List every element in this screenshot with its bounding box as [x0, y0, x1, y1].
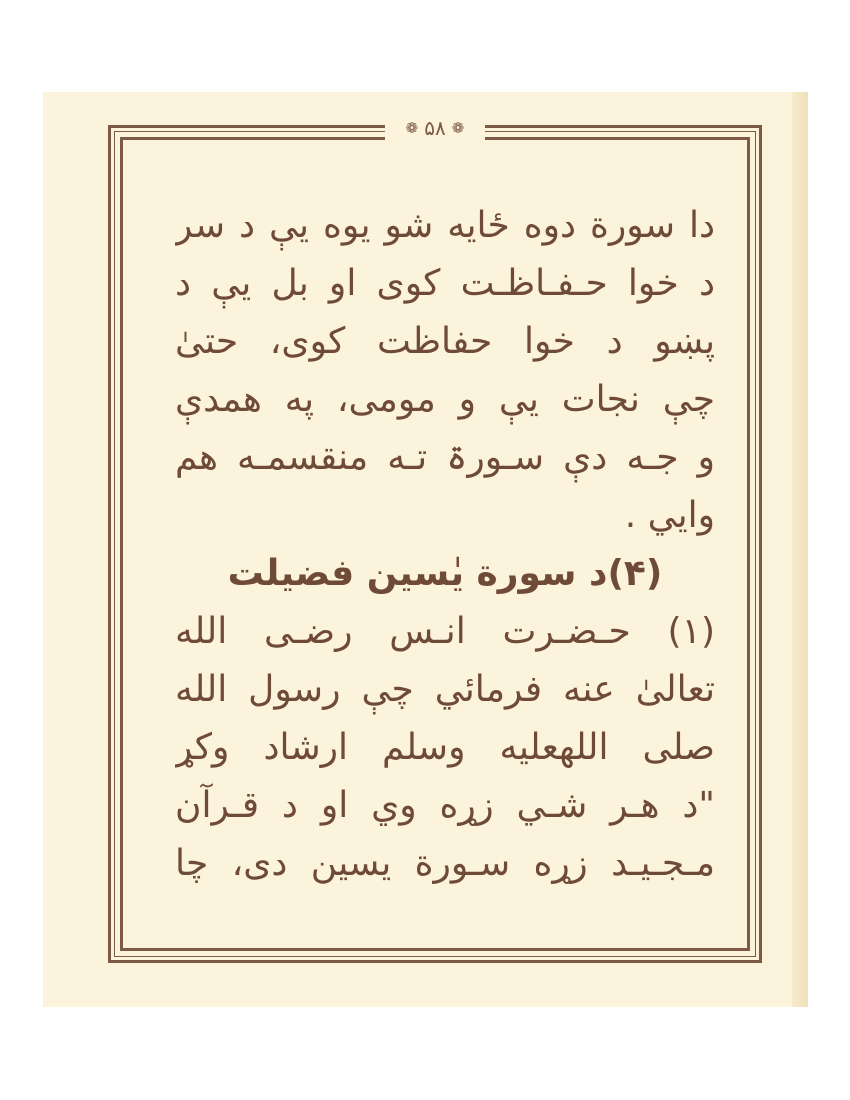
paragraph-line: وایي . — [624, 495, 715, 536]
paragraph-line: چې نجات یې و مومی، په همدې — [175, 379, 715, 420]
hadith-line: "د هـر شـي زړه وي او د قـرآن — [175, 785, 715, 826]
ornament-right-icon: ❁ — [451, 118, 465, 137]
page-number-value: ۵۸ — [424, 116, 446, 140]
page-edge-shadow — [792, 92, 808, 1007]
hadith-line: (۱) حـضـرت انـس رضـی الله — [175, 611, 715, 652]
paragraph-line: و جـه دې سـورۃ تـه منقسمـه هم — [175, 437, 715, 478]
section-heading: (۴)د سورة یٰسین فضیلت — [227, 553, 663, 594]
hadith-line: صلی اللهعلیه وسلم ارشاد وکړ — [175, 727, 715, 768]
paragraph-line: د خوا حـفـاظـت کوی او بل یې د — [175, 263, 715, 304]
paragraph-line: دا سورة دوه ځایه شو یوه یې د سر — [175, 205, 715, 246]
hadith-line: مـجـیـد زړه سـورة یسین دی، چا — [175, 843, 715, 884]
page-number — [385, 113, 485, 143]
hadith-line: تعالیٰ عنه فرمائي چې رسول الله — [175, 669, 715, 710]
ornament-left-icon: ❁ — [405, 118, 419, 137]
paragraph-line: پښو د خوا حفاظت کوی، حتیٰ — [175, 321, 715, 362]
page-text — [175, 197, 715, 893]
